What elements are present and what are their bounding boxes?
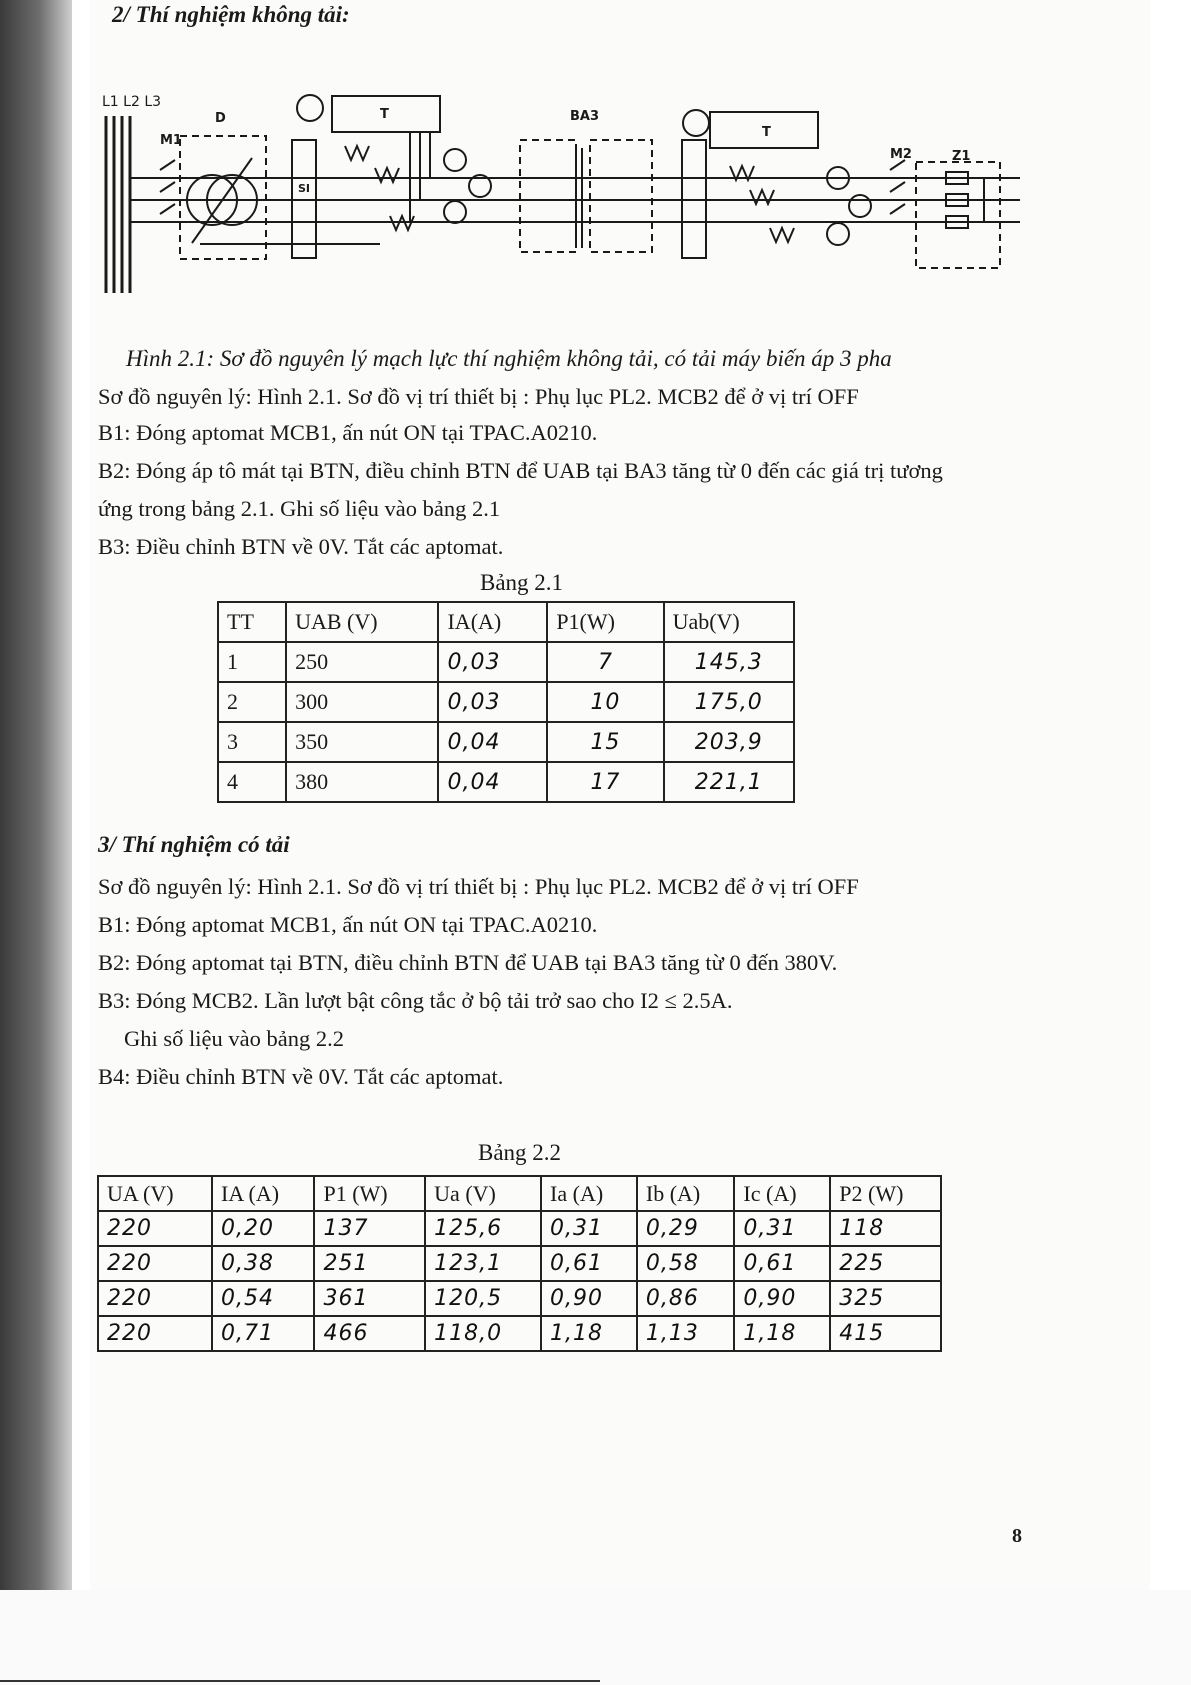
section-2-line: B2: Đóng áp tô mát tại BTN, điều chỉnh BTN để UAB tại BA3 tăng từ 0 đến các giá trị tương (98, 458, 943, 483)
table-cell: 350 (286, 722, 438, 762)
handwritten-cell: 203,9 (664, 722, 794, 762)
handwritten-cell: 361 (314, 1281, 425, 1316)
handwritten-cell: 220 (98, 1316, 212, 1351)
section-3-heading: 3/ Thí nghiệm có tải (98, 832, 290, 857)
label-autotransformer: D (215, 111, 226, 126)
section-2-line: B1: Đóng aptomat MCB1, ấn nút ON tại TPAC.A0210. (98, 420, 598, 445)
handwritten-cell: 0,90 (541, 1281, 637, 1316)
table-header-cell: IA (A) (212, 1176, 314, 1211)
table-header-cell: Uab(V) (664, 602, 794, 642)
table-header-cell: Ib (A) (637, 1176, 735, 1211)
handwritten-cell: 220 (98, 1246, 212, 1281)
label-ba3: BA3 (570, 109, 600, 124)
handwritten-cell: 125,6 (425, 1211, 541, 1246)
handwritten-cell: 137 (314, 1211, 425, 1246)
handwritten-cell: 0,31 (734, 1211, 830, 1246)
label-mcb2: M2 (890, 147, 912, 162)
handwritten-cell: 225 (830, 1246, 941, 1281)
table-header-cell: P1(W) (547, 602, 663, 642)
handwritten-cell: 17 (547, 762, 663, 802)
table-cell: 2 (218, 682, 286, 722)
table-header-cell: P1 (W) (314, 1176, 425, 1211)
section-2-heading: 2/ Thí nghiệm không tải: (112, 2, 350, 27)
handwritten-cell: 0,71 (212, 1316, 314, 1351)
table-header-cell: Ia (A) (541, 1176, 637, 1211)
table-2-1 (217, 601, 795, 803)
table-row (218, 642, 794, 682)
handwritten-cell: 0,61 (541, 1246, 637, 1281)
handwritten-cell: 220 (98, 1281, 212, 1316)
table-cell: 4 (218, 762, 286, 802)
handwritten-cell: 0,04 (438, 722, 547, 762)
handwritten-cell: 1,18 (541, 1316, 637, 1351)
handwritten-cell: 325 (830, 1281, 941, 1316)
section-3-line: B2: Đóng aptomat tại BTN, điều chỉnh BTN để UAB tại BA3 tăng từ 0 đến 380V. (98, 950, 838, 975)
handwritten-cell: 0,03 (438, 642, 547, 682)
table-header-cell: UAB (V) (286, 602, 438, 642)
section-2-line: B3: Điều chỉnh BTN về 0V. Tắt các aptomat. (98, 534, 504, 559)
handwritten-cell: 118,0 (425, 1316, 541, 1351)
table-row (98, 1211, 941, 1246)
label-supply: L1 L2 L3 (102, 94, 162, 110)
label-sensor: T (380, 107, 389, 122)
handwritten-cell: 251 (314, 1246, 425, 1281)
handwritten-cell: 7 (547, 642, 663, 682)
table-cell: 250 (286, 642, 438, 682)
label-mcb1: M1 (160, 133, 182, 148)
handwritten-cell: 15 (547, 722, 663, 762)
table-row (218, 682, 794, 722)
table-row (218, 722, 794, 762)
table-header-cell: P2 (W) (830, 1176, 941, 1211)
handwritten-cell: 0,90 (734, 1281, 830, 1316)
page-number: 8 (1012, 1525, 1022, 1547)
page-edge-shadow (0, 0, 72, 1590)
table-row (98, 1316, 941, 1351)
section-2-line: Sơ đồ nguyên lý: Hình 2.1. Sơ đồ vị trí thiết bị : Phụ lục PL2. MCB2 để ở vị trí OFF (98, 384, 859, 409)
table-header-row (218, 602, 794, 642)
section-3-line: B4: Điều chỉnh BTN về 0V. Tắt các aptomat. (98, 1064, 504, 1089)
circuit-diagram (100, 88, 1080, 310)
table-header-row (98, 1176, 941, 1211)
section-3-line: Sơ đồ nguyên lý: Hình 2.1. Sơ đồ vị trí thiết bị : Phụ lục PL2. MCB2 để ở vị trí OFF (98, 874, 859, 899)
handwritten-cell: 0,38 (212, 1246, 314, 1281)
table-2-2-caption: Bảng 2.2 (478, 1140, 562, 1165)
handwritten-cell: 466 (314, 1316, 425, 1351)
handwritten-cell: 123,1 (425, 1246, 541, 1281)
handwritten-cell: 120,5 (425, 1281, 541, 1316)
table-row (218, 762, 794, 802)
table-header-cell: IA(A) (438, 602, 547, 642)
handwritten-cell: 1,18 (734, 1316, 830, 1351)
handwritten-cell: 0,31 (541, 1211, 637, 1246)
table-cell: 3 (218, 722, 286, 762)
table-2-1-caption: Bảng 2.1 (480, 570, 564, 595)
figure-caption: Hình 2.1: Sơ đồ nguyên lý mạch lực thí nghiệm không tải, có tải máy biến áp 3 pha (126, 346, 892, 371)
table-row (98, 1281, 941, 1316)
footer-rule (0, 1680, 600, 1682)
handwritten-cell: 10 (547, 682, 663, 722)
handwritten-cell: 415 (830, 1316, 941, 1351)
handwritten-cell: 220 (98, 1211, 212, 1246)
page-footer-margin (0, 1590, 1191, 1685)
section-3-line: Ghi số liệu vào bảng 2.2 (124, 1026, 344, 1051)
handwritten-cell: 0,03 (438, 682, 547, 722)
table-row (98, 1246, 941, 1281)
handwritten-cell: 0,86 (637, 1281, 735, 1316)
label-transformer: T (762, 125, 771, 140)
handwritten-cell: 0,29 (637, 1211, 735, 1246)
section-2-line: ứng trong bảng 2.1. Ghi số liệu vào bảng 2.1 (98, 496, 501, 521)
handwritten-cell: 145,3 (664, 642, 794, 682)
table-2-2 (97, 1175, 942, 1352)
label-load: Z1 (952, 149, 971, 164)
section-3-line: B1: Đóng aptomat MCB1, ấn nút ON tại TPAC.A0210. (98, 912, 598, 937)
handwritten-cell: 0,58 (637, 1246, 735, 1281)
section-3-line: B3: Đóng MCB2. Lần lượt bật công tắc ở bộ tải trở sao cho I2 ≤ 2.5A. (98, 988, 733, 1013)
handwritten-cell: 0,54 (212, 1281, 314, 1316)
handwritten-cell: 0,20 (212, 1211, 314, 1246)
handwritten-cell: 175,0 (664, 682, 794, 722)
table-header-cell: TT (218, 602, 286, 642)
table-cell: 1 (218, 642, 286, 682)
handwritten-cell: 118 (830, 1211, 941, 1246)
handwritten-cell: 0,61 (734, 1246, 830, 1281)
table-cell: 380 (286, 762, 438, 802)
table-header-cell: UA (V) (98, 1176, 212, 1211)
handwritten-cell: 221,1 (664, 762, 794, 802)
label-sensor-box: SI (298, 182, 311, 195)
handwritten-cell: 1,13 (637, 1316, 735, 1351)
table-header-cell: Ua (V) (425, 1176, 541, 1211)
table-header-cell: Ic (A) (734, 1176, 830, 1211)
handwritten-cell: 0,04 (438, 762, 547, 802)
table-cell: 300 (286, 682, 438, 722)
